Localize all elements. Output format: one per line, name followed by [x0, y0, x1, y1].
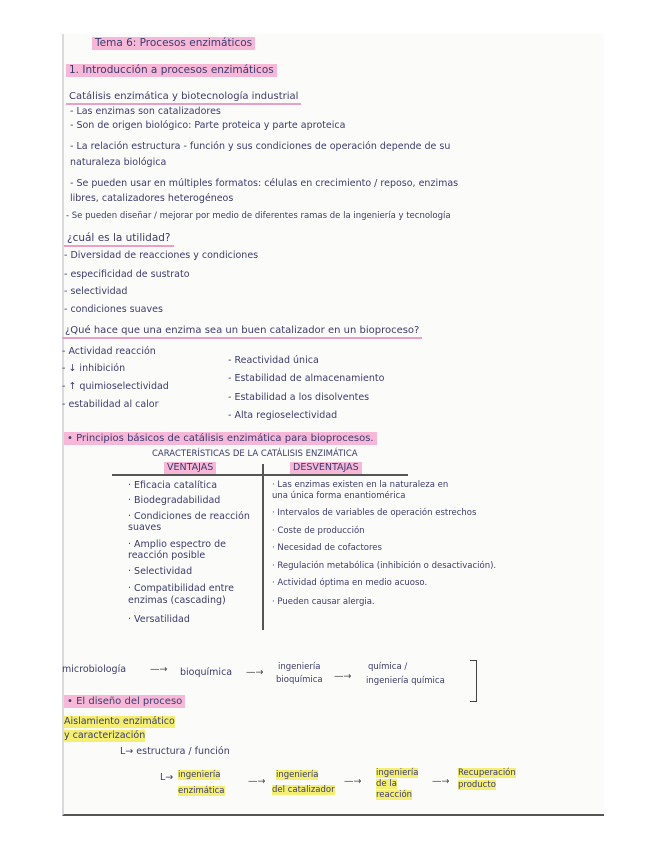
property-left: - Actividad reacción — [62, 346, 156, 357]
flow2-node: ingeniería — [178, 770, 221, 780]
flow2-node: ingeniería — [276, 770, 319, 780]
property-left: - ↓ inhibición — [62, 363, 126, 374]
process-step: L→ estructura / función — [120, 746, 230, 757]
bullet-line: - selectividad — [64, 286, 128, 297]
flow2-node: enzimática — [178, 786, 225, 796]
property-right: - Estabilidad de almacenamiento — [228, 373, 385, 384]
ventaja-item: · Biodegradabilidad — [128, 495, 221, 506]
desventaja-item: · Las enzimas existen en la naturaleza en — [272, 480, 449, 490]
desventaja-item: · Actividad óptima en medio acuoso. — [272, 578, 428, 588]
bullet-line: - La relación estructura - función y sus condiciones de operación depende de su — [70, 141, 451, 152]
desventaja-item: · Coste de producción — [272, 526, 365, 536]
flow-node-bioquimica: bioquímica — [180, 667, 233, 678]
arrow-icon: —→ — [432, 776, 450, 787]
ventaja-item: reacción posible — [128, 550, 206, 561]
ventaja-item: · Condiciones de reacción — [128, 511, 250, 522]
flow2-node: del catalizador — [272, 785, 335, 795]
bullet-line: - condiciones suaves — [64, 304, 163, 315]
question-buen-catalizador: ¿Qué hace que una enzima sea un buen catalizador en un bioproceso? — [62, 324, 422, 339]
page-title: Tema 6: Procesos enzimáticos — [92, 37, 255, 50]
flow-node-microbiologia: microbiología — [62, 664, 127, 675]
desventaja-item: · Necesidad de cofactores — [272, 543, 382, 553]
property-right: - Estabilidad a los disolventes — [228, 392, 370, 403]
ventaja-item: · Compatibilidad entre — [128, 583, 234, 594]
table-column-divider — [262, 464, 264, 630]
flow-node-ingenieria: bioquímica — [276, 675, 323, 685]
arrow-icon: —→ — [248, 776, 266, 787]
column-header-ventajas: VENTAJAS — [164, 462, 216, 474]
section-heading-3: • El diseño del proceso — [64, 695, 185, 708]
ventaja-item: · Eficacia catalítica — [128, 480, 218, 491]
column-header-desventajas: DESVENTAJAS — [290, 462, 362, 474]
bullet-line: naturaleza biológica — [70, 157, 167, 168]
bullet-line: - Son de origen biológico: Parte proteica y parte aproteica — [70, 120, 346, 131]
property-left: - ↑ quimioselectividad — [62, 381, 169, 392]
section-heading-2: • Principios básicos de catálisis enzimática para bioprocesos. — [64, 432, 377, 445]
flow2-node: reacción — [376, 790, 413, 800]
table-title: CARACTERÍSTICAS DE LA CATÁLISIS ENZIMÁTICA — [152, 449, 358, 459]
subheading-catalisis: Catálisis enzimática y biotecnología industrial — [66, 90, 301, 105]
property-right: - Reactividad única — [228, 355, 319, 366]
process-step: y caracterización — [64, 730, 146, 741]
flow-node-quimica: química / — [368, 662, 408, 672]
desventaja-item: · Regulación metabólica (inhibición o desactivación). — [272, 561, 497, 571]
bullet-line: - Diversidad de reacciones y condiciones — [64, 250, 259, 261]
flow2-node: ingeniería — [376, 768, 419, 778]
arrow-icon: —→ — [334, 671, 352, 682]
property-right: - Alta regioselectividad — [228, 410, 338, 421]
ventaja-item: · Versatilidad — [128, 614, 190, 625]
bullet-line: - especificidad de sustrato — [64, 269, 190, 280]
ventaja-item: enzimas (cascading) — [128, 595, 226, 606]
desventaja-item: · Pueden causar alergia. — [272, 597, 375, 607]
flow-node-ingenieria: ingeniería — [278, 662, 321, 672]
arrow-icon: L→ — [160, 772, 174, 783]
arrow-icon: —→ — [246, 667, 264, 678]
arrow-icon: —→ — [150, 664, 168, 675]
section-heading-1: 1. Introducción a procesos enzimáticos — [66, 64, 277, 77]
process-step: Aislamiento enzimático — [64, 716, 175, 727]
ventaja-item: suaves — [128, 522, 162, 533]
table-header-rule — [112, 474, 408, 476]
bracket — [470, 660, 477, 702]
bullet-line: - Se pueden usar en múltiples formatos: células en crecimiento / reposo, enzimas — [70, 178, 459, 189]
desventaja-item: · Intervalos de variables de operación estrechos — [272, 508, 477, 518]
ventaja-item: · Selectividad — [128, 566, 193, 577]
arrow-icon: —→ — [344, 776, 362, 787]
bullet-line: - Se pueden diseñar / mejorar por medio de diferentes ramas de la ingeniería y tecnología — [66, 211, 451, 221]
flow-node-quimica: ingeniería química — [366, 676, 445, 686]
question-utilidad: ¿cuál es la utilidad? — [64, 232, 174, 247]
flow2-node: de la — [376, 779, 397, 789]
flow2-node: producto — [458, 780, 496, 790]
desventaja-item: una única forma enantiomérica — [272, 491, 406, 501]
bullet-line: libres, catalizadores heterogéneos — [70, 193, 234, 204]
property-left: - estabilidad al calor — [62, 399, 159, 410]
ventaja-item: · Amplio espectro de — [128, 539, 226, 550]
bullet-line: - Las enzimas son catalizadores — [70, 106, 221, 117]
flow2-node: Recuperación — [458, 768, 516, 778]
